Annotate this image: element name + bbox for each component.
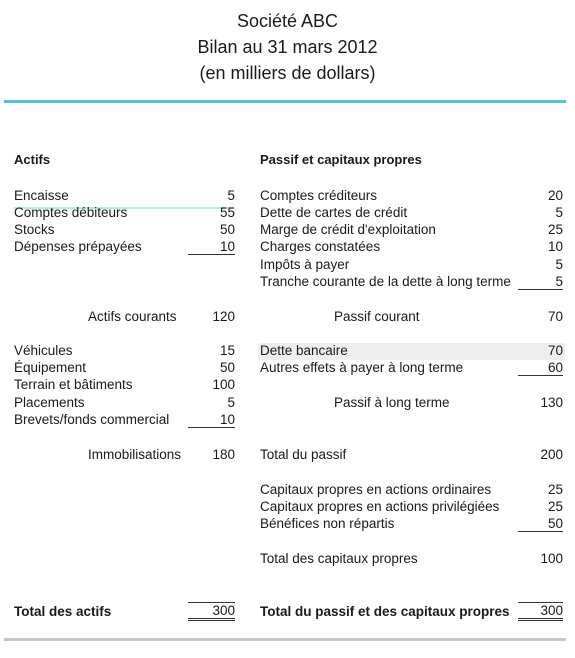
asset-row-value: 100 [212,377,235,392]
equity-row-value: 25 [547,482,563,497]
total-liabilities-label: Total du passif [260,447,347,462]
assets-heading: Actifs [14,152,51,167]
liability-row-label: Dette bancaire [260,343,348,358]
report-title: Bilan au 31 mars 2012 [197,37,378,57]
liability-row-value: 70 [547,343,563,358]
equity-row-label: Bénéfices non répartis [260,516,395,531]
total-liabilities-equity-value: 300 [518,602,563,621]
asset-row-value: 10 [188,239,235,255]
asset-row-value: 15 [219,343,235,358]
liability-row-label: Tranche courante de la dette à long terme [260,274,511,289]
asset-row-label: Terrain et bâtiments [14,377,133,392]
liability-row-value: 5 [555,205,563,220]
liabilities-heading: Passif et capitaux propres [260,152,422,167]
liability-row-label: Charges constatées [260,239,381,254]
asset-row-value: 50 [219,222,235,237]
liability-row-label: Comptes créditeurs [260,188,378,203]
long-term-liabilities-value: 130 [540,395,563,410]
liability-row-value: 5 [555,257,563,272]
fixed-assets-value: 180 [212,447,235,462]
asset-row-value: 10 [188,412,235,428]
total-assets-label: Total des actifs [14,604,112,619]
asset-row-value: 50 [219,360,235,375]
asset-row-label: Stocks [14,222,55,237]
asset-row-label: Encaisse [14,188,69,203]
liability-row-label: Autres effets à payer à long terme [260,360,464,375]
current-liabilities-value: 70 [547,309,563,324]
liability-row-value: 20 [547,188,563,203]
liability-row-value: 10 [547,239,563,254]
current-assets-label: Actifs courants [88,309,177,324]
asset-row-value: 5 [227,188,235,203]
fixed-assets-label: Immobilisations [88,447,182,462]
liability-row-value: 5 [518,274,563,290]
report-units: (en milliers de dollars) [199,63,376,83]
header-divider [4,100,566,103]
asset-row-label: Placements [14,395,85,410]
asset-row-label: Équipement [14,360,87,375]
equity-row-value: 50 [518,516,563,532]
total-liabilities-equity-label: Total du passif et des capitaux propres [260,604,510,619]
total-equity-label: Total des capitaux propres [260,551,418,566]
total-equity-value: 100 [540,551,563,566]
liability-row-label: Marge de crédit d'exploitation [260,222,436,237]
document-header [0,8,575,86]
asset-row-label: Véhicules [14,343,73,358]
asset-row-value: 55 [219,205,235,220]
asset-row-label: Dépenses prépayées [14,239,142,254]
company-name: Société ABC [236,11,339,31]
equity-row-label: Capitaux propres en actions privilégiées [260,499,500,514]
asset-row-label: Brevets/fonds commercial [14,412,170,427]
long-term-liabilities-label: Passif à long terme [334,395,450,410]
footer-divider [4,638,566,641]
total-assets-value: 300 [188,602,235,621]
current-liabilities-label: Passif courant [334,309,420,324]
current-assets-value: 120 [212,309,235,324]
asset-row-label: Comptes débiteurs [14,205,128,220]
liability-row-label: Dette de cartes de crédit [260,205,408,220]
asset-row-value: 5 [227,395,235,410]
liability-row-value: 25 [547,222,563,237]
liability-row-value: 60 [518,360,563,376]
equity-row-value: 25 [547,499,563,514]
total-liabilities-value: 200 [540,447,563,462]
equity-row-label: Capitaux propres en actions ordinaires [260,482,492,497]
liability-row-label: Impôts à payer [260,257,350,272]
